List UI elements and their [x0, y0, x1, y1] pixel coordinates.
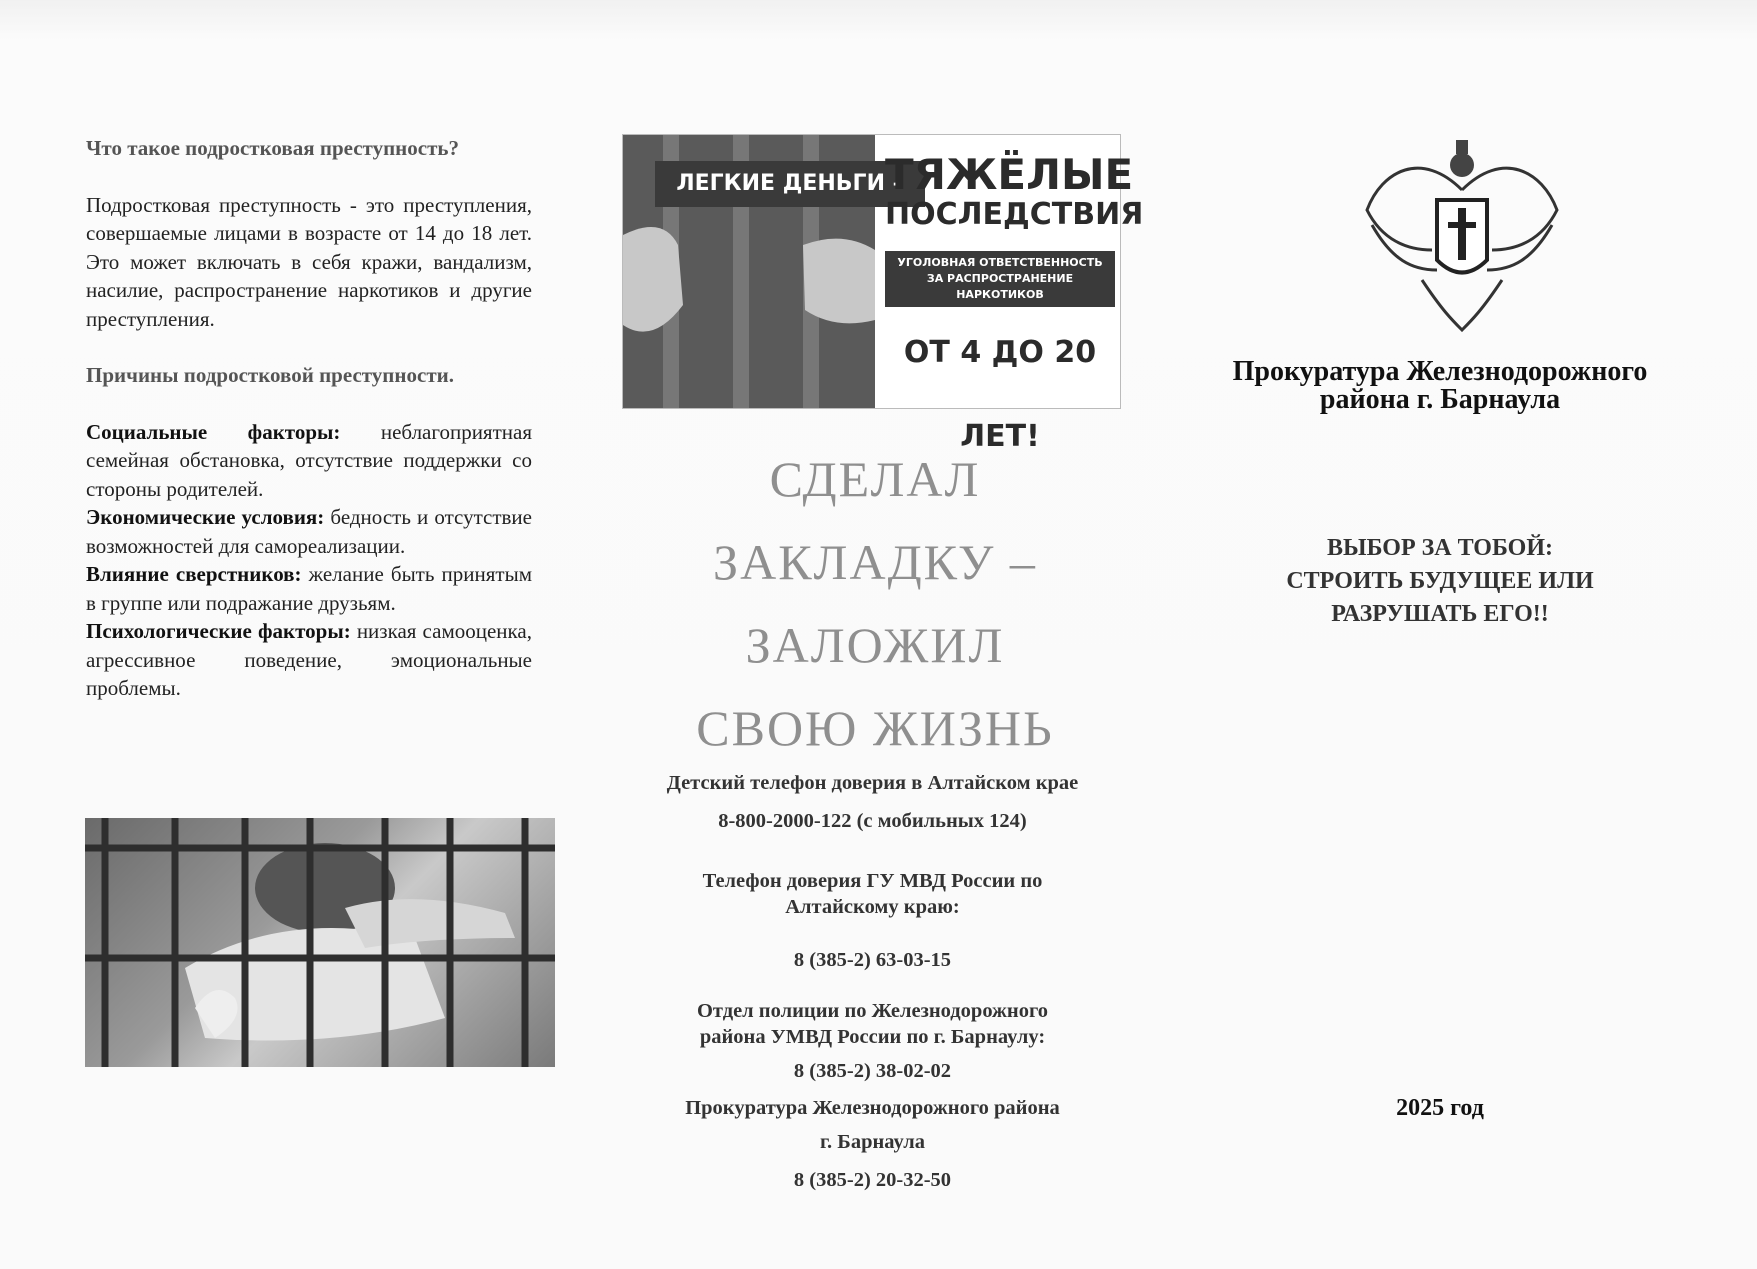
factor-label: Социальные факторы:: [86, 419, 341, 444]
factor-label: Влияние сверстников:: [86, 562, 302, 586]
slogan-line: СВОЮ ЖИЗНЬ: [696, 700, 1054, 756]
contact-phone: 8 (385-2) 20-32-50: [793, 1169, 952, 1191]
banner-tag: ЛЕГКИЕ ДЕНЬГИ –: [655, 161, 925, 207]
factor-label: Экономические условия:: [86, 505, 325, 529]
factor-label: Психологические факторы:: [86, 619, 351, 643]
prosecutor-office-title: [1180, 358, 1700, 414]
prosecutor-emblem-icon: [1352, 130, 1572, 340]
contact-line: района УМВД России по г. Барнаулу:: [699, 1026, 1046, 1048]
factor-text: низкая самооценка, агрессивное поведение, эмоциональные проблемы.: [86, 619, 532, 700]
contact-line: Отдел полиции по Железнодорожного: [696, 1000, 1049, 1022]
contact-line: г. Барнаула: [820, 1131, 925, 1153]
factor-text: желание быть принятым в группе или подражание друзьям.: [86, 562, 532, 615]
contact-phone: 8-800-2000-122 (с мобильных 124): [718, 810, 1027, 832]
contact-line: Телефон доверия ГУ МВД России по: [702, 870, 1043, 892]
causes-heading: Причины подростковой преступности.: [86, 363, 454, 387]
slogan: [640, 438, 1110, 756]
headline-line-1: ТЯЖЁЛЫЕ: [885, 150, 1134, 199]
bars-image: [85, 818, 555, 1067]
factor-economic: [86, 503, 532, 560]
left-panel: [86, 134, 532, 703]
photo-children-behind-bars: [85, 818, 555, 1067]
question-heading: Что такое подростковая преступность?: [86, 136, 460, 160]
slogan-line: ЗАЛОЖИЛ: [745, 617, 1005, 673]
factor-peers: [86, 560, 532, 617]
contact-line: Алтайскому краю:: [785, 896, 960, 918]
contact-phone: 8 (385-2) 38-02-02: [793, 1060, 952, 1082]
title-line-2: района г. Барнаула: [1319, 384, 1561, 415]
subtitle-line-1: УГОЛОВНАЯ ОТВЕТСТВЕННОСТЬ: [897, 256, 1103, 269]
contact-line: Прокуратура Железнодорожного района: [685, 1097, 1060, 1119]
definition-paragraph: Подростковая преступность - это преступления, совершаемые лицами в возрасте от 14 до 18 лет. Это может включать в себя кражи, вандализм, насилие, распространение наркотиков и другие преступления.: [86, 192, 532, 331]
factor-text: бедность и отсутствие возможностей для самореализации.: [86, 505, 532, 558]
contact-line: Детский телефон доверия в Алтайском крае: [666, 772, 1079, 794]
headline-line-2: ПОСЛЕДСТВИЯ: [885, 197, 1144, 232]
factor-psychological: [86, 617, 532, 703]
factor-text: неблагоприятная семейная обстановка, отсутствие поддержки со стороны родителей.: [86, 419, 532, 501]
banner-subtitle: [885, 251, 1115, 307]
choice-line-3: РАЗРУШАТЬ ЕГО!!: [1331, 601, 1549, 627]
choice-slogan: [1180, 532, 1700, 631]
slogan-line: СДЕЛАЛ: [769, 451, 981, 507]
drug-warning-banner: [622, 134, 1144, 454]
factor-social: [86, 418, 532, 504]
year-label: 2025 год: [1396, 1095, 1484, 1121]
subtitle-line-2: ЗА РАСПРОСТРАНЕНИЕ НАРКОТИКОВ: [926, 272, 1074, 301]
choice-line-1: ВЫБОР ЗА ТОБОЙ:: [1327, 535, 1553, 561]
slogan-line: ЗАКЛАДКУ –: [713, 534, 1037, 590]
contact-phone: 8 (385-2) 63-03-15: [793, 949, 952, 971]
choice-line-2: СТРОИТЬ БУДУЩЕЕ ИЛИ: [1286, 568, 1594, 594]
title-line-1: Прокуратура Железнодорожного: [1232, 356, 1648, 387]
banner-headline: [885, 150, 1144, 235]
banner-years: ОТ 4 ДО 20 ЛЕТ!: [903, 335, 1097, 454]
